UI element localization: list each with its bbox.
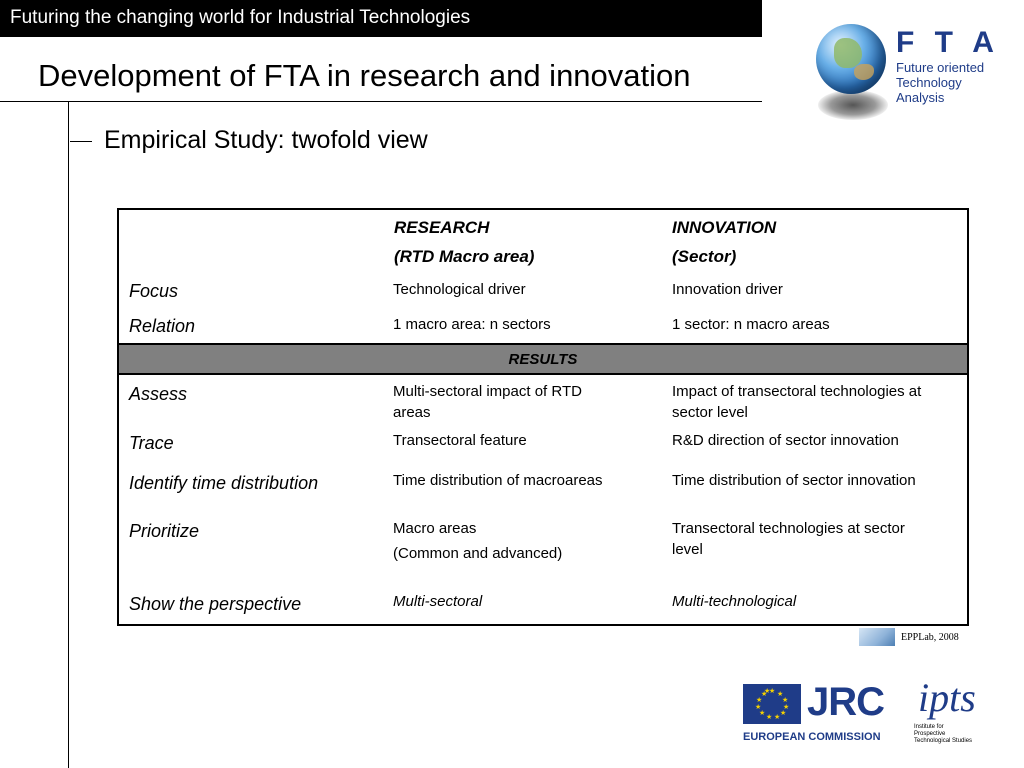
assess-research-line2: areas xyxy=(393,404,431,421)
row-label-identify-time-distribution: Identify time distribution xyxy=(129,473,319,493)
globe-shadow xyxy=(818,90,888,120)
relation-innovation: 1 sector: n macro areas xyxy=(672,316,830,333)
ipts-logo xyxy=(912,674,1002,754)
globe-icon xyxy=(816,24,886,94)
credit-text: EPPLab, 2008 xyxy=(901,632,959,643)
row-label-assess: Assess xyxy=(129,384,188,404)
row-label-relation: Relation xyxy=(129,316,196,336)
row-label-trace: Trace xyxy=(129,433,174,453)
prioritize-innovation-line1: Transectoral technologies at sector xyxy=(672,520,905,537)
prioritize-innovation-line2: level xyxy=(672,541,703,558)
row-label-show-the-perspective: Show the perspective xyxy=(129,594,302,614)
epplab-icon xyxy=(859,628,895,646)
trace-innovation: R&D direction of sector innovation xyxy=(672,432,899,449)
subtitle-dash xyxy=(70,141,92,142)
prioritize-research-line2: (Common and advanced) xyxy=(393,545,563,562)
time-distribution-research: Time distribution of macroareas xyxy=(393,472,603,489)
title-divider xyxy=(0,101,762,102)
ipts-description: Institute for Prospective Technological Studies xyxy=(914,724,973,744)
fta-letters: F T A xyxy=(896,26,1000,59)
slide-subtitle: Empirical Study: twofold view xyxy=(104,126,428,154)
eu-stars: ★ ★ ★ ★ ★ ★ ★ ★ ★ ★ ★ ★ xyxy=(755,688,790,721)
prioritize-research-line1: Macro areas xyxy=(393,520,477,537)
assess-innovation-line1: Impact of transectoral technologies at xyxy=(672,383,922,400)
results-label: RESULTS xyxy=(508,351,578,368)
focus-research: Technological driver xyxy=(393,281,526,298)
time-distribution-innovation: Time distribution of sector innovation xyxy=(672,472,916,489)
focus-innovation: Innovation driver xyxy=(672,281,783,298)
jrc-org: EUROPEAN COMMISSION xyxy=(743,731,881,743)
results-band xyxy=(119,343,967,375)
perspective-research: Multi-sectoral xyxy=(393,593,483,610)
assess-research-line1: Multi-sectoral impact of RTD xyxy=(393,383,582,400)
ipts-mark: ipts xyxy=(918,675,976,720)
header-banner: Futuring the changing world for Industrial Technologies xyxy=(0,0,762,37)
jrc-logo xyxy=(743,680,885,746)
slide-title: Development of FTA in research and innovation xyxy=(38,58,691,93)
eu-flag-icon xyxy=(743,684,801,724)
perspective-innovation: Multi-technological xyxy=(672,593,797,610)
comparison-table xyxy=(117,208,969,626)
trace-research: Transectoral feature xyxy=(393,432,527,449)
assess-innovation-line2: sector level xyxy=(672,404,748,421)
fta-logo xyxy=(812,18,1000,128)
vertical-divider xyxy=(68,101,69,768)
relation-research: 1 macro area: n sectors xyxy=(393,316,551,333)
row-label-focus: Focus xyxy=(129,281,179,301)
credit xyxy=(859,626,967,648)
research-header-line1: RESEARCH xyxy=(394,218,490,237)
innovation-header-line1: INNOVATION xyxy=(672,218,777,237)
research-header-line2: (RTD Macro area) xyxy=(394,247,535,266)
innovation-header-line2: (Sector) xyxy=(672,247,737,266)
jrc-name: JRC xyxy=(807,680,885,724)
fta-description: Future oriented Technology Analysis xyxy=(896,60,985,105)
row-label-prioritize: Prioritize xyxy=(129,521,200,541)
